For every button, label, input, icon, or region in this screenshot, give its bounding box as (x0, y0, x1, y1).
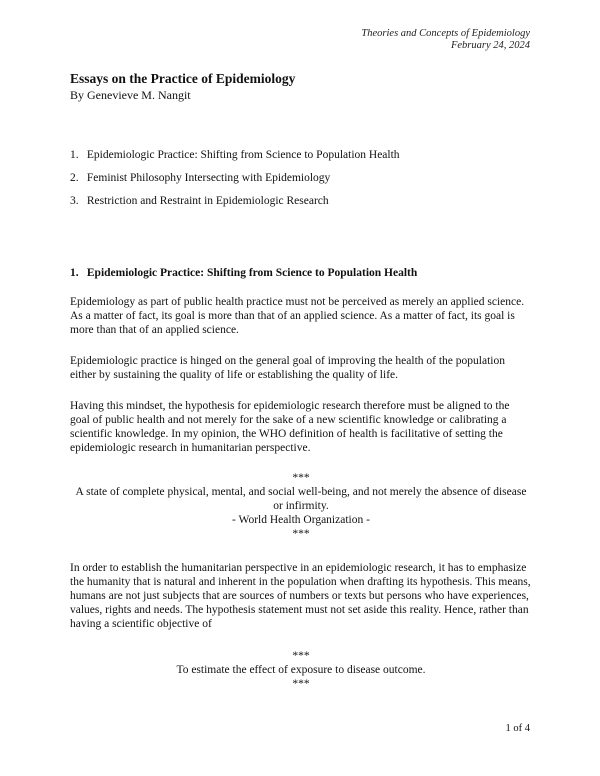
section-heading (70, 266, 532, 280)
page-number: 1 of 4 (505, 723, 530, 734)
toc-item-text: Epidemiologic Practice: Shifting from Science to Population Health (86, 149, 400, 161)
block-quote-who (70, 471, 532, 541)
toc-item-text: Restriction and Restraint in Epidemiologic Research (86, 195, 329, 207)
quote-separator: *** (292, 528, 310, 540)
quote-separator: *** (292, 650, 310, 662)
toc-item-number: 2. (70, 172, 79, 184)
quote-text: To estimate the effect of exposure to disease outcome. (176, 664, 426, 676)
section-number: 1. (70, 267, 79, 279)
block-quote-objective (70, 649, 532, 691)
table-of-contents (70, 148, 400, 217)
body-paragraph: In order to establish the humanitarian perspective in an epidemiologic research, it has to emphasize the humanity that is natural and inherent in the population when drafting its hypothesis. This means, humans are not just subjects that are sources of numbers or texts but persons who have experiences, values, rights and needs. The hypothesis statement must not set aside this reality. Hence, rather than having a scientific objective of (70, 562, 531, 630)
toc-item-number: 3. (70, 195, 79, 207)
quote-attribution: - World Health Organization - (232, 514, 370, 526)
body-paragraph: Epidemiologic practice is hinged on the general goal of improving the health of the population either by sustaining the quality of life or establishing the quality of life. (70, 355, 505, 381)
section-title: Epidemiologic Practice: Shifting from Science to Population Health (86, 267, 418, 279)
document-author: By Genevieve M. Nangit (70, 88, 191, 102)
body-paragraph: Having this mindset, the hypothesis for epidemiologic research therefore must be aligned to the goal of public health and not merely for the sake of a new scientific knowledge or calibrating a scientific knowledge. In my opinion, the WHO definition of health is facilitative of setting the epidemiologic research in humanitarian perspective. (70, 400, 510, 454)
toc-item-number: 1. (70, 149, 79, 161)
toc-item-text: Feminist Philosophy Intersecting with Epidemiology (86, 172, 331, 184)
toc-item (70, 194, 400, 217)
running-header (361, 28, 530, 52)
document-title: Essays on the Practice of Epidemiology (70, 71, 296, 86)
header-date: February 24, 2024 (450, 40, 530, 51)
quote-text: A state of complete physical, mental, and social well-being, and not merely the absence of disease or infirmity. (75, 486, 527, 512)
header-course: Theories and Concepts of Epidemiology (361, 28, 530, 39)
toc-item (70, 171, 400, 194)
body-paragraph: Epidemiology as part of public health practice must not be perceived as merely an applied science. As a matter of fact, its goal is more than that of an applied science. As a matter of fact, its goal is more than that of an applied science. (70, 296, 525, 336)
quote-separator: *** (292, 678, 310, 690)
quote-separator: *** (292, 472, 310, 484)
toc-item (70, 148, 400, 171)
